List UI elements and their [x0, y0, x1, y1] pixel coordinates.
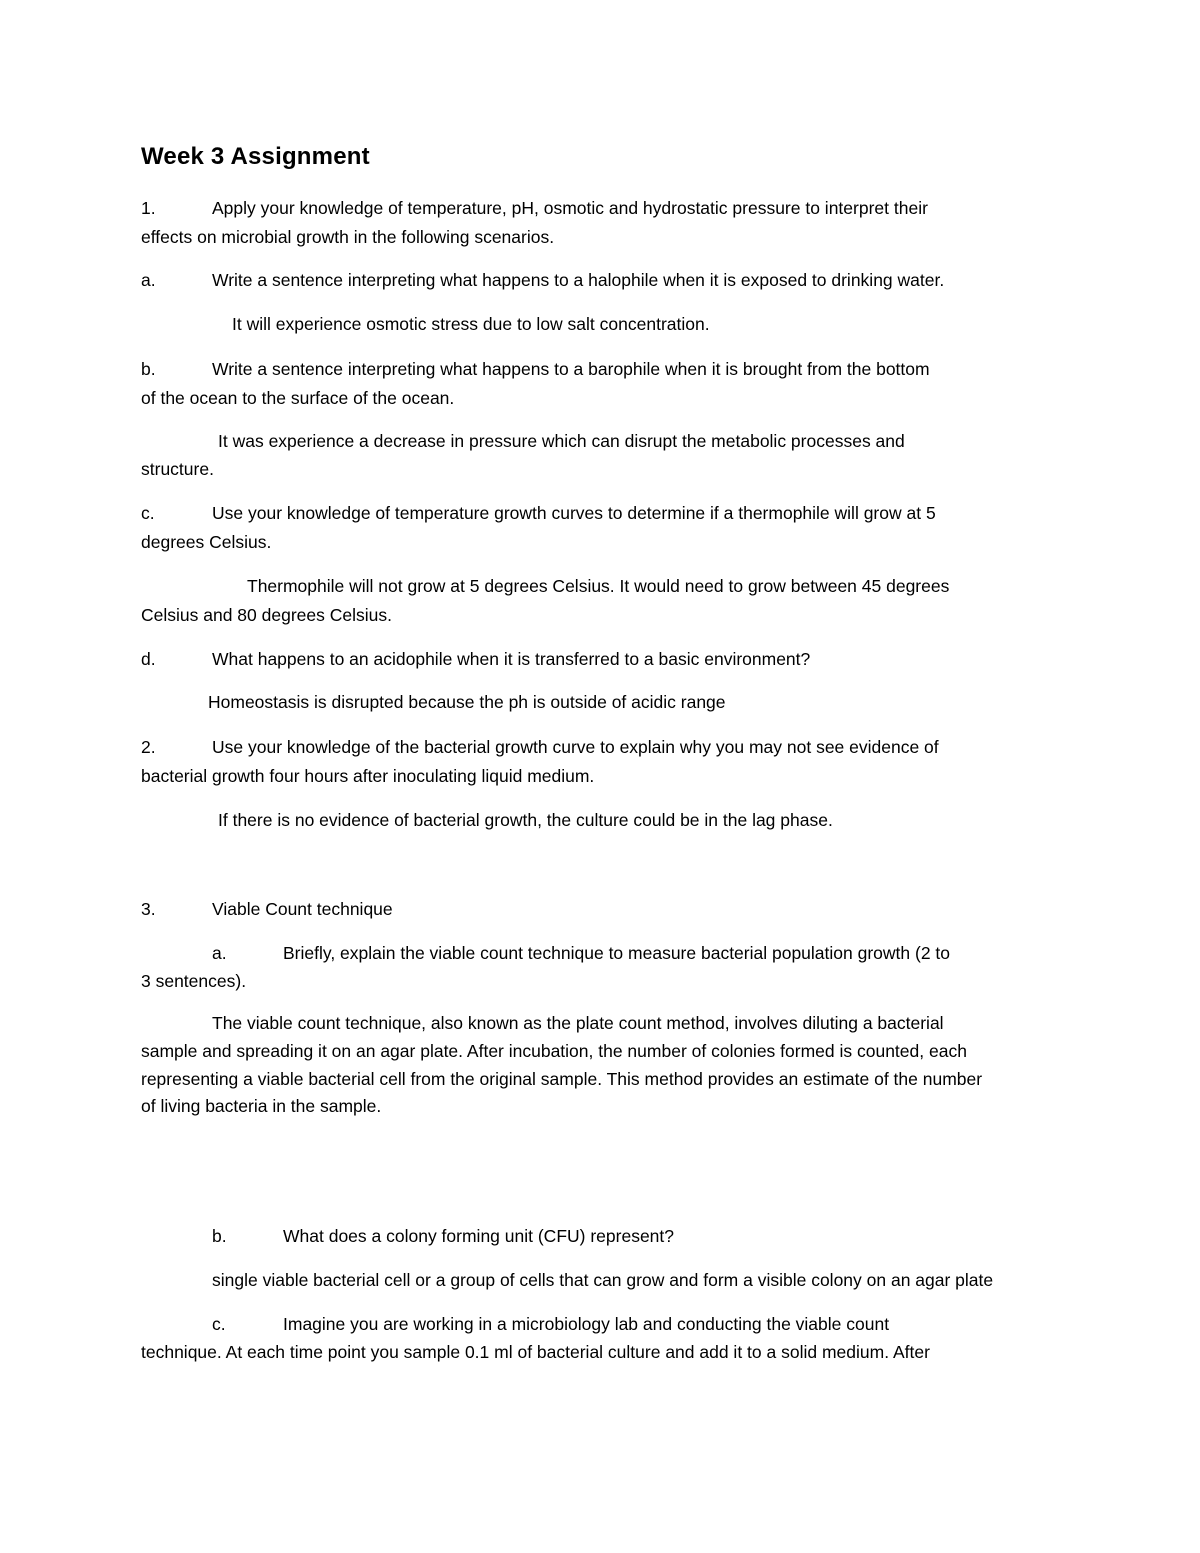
page-title: Week 3 Assignment [141, 143, 370, 170]
q1-text-line2: effects on microbial growth in the following scenarios. [141, 227, 555, 247]
q1c-number: c. [141, 503, 155, 523]
q1b-text-line2: of the ocean to the surface of the ocean. [141, 388, 455, 408]
q3b-answer: single viable bacterial cell or a group of cells that can grow and form a visible colony on an agar plate [212, 1270, 994, 1290]
q3a-answer-line4: of living bacteria in the sample. [141, 1096, 382, 1116]
q2-text-line1: Use your knowledge of the bacterial growth curve to explain why you may not see evidence of [212, 737, 939, 757]
q3b-number: b. [212, 1226, 227, 1246]
q2-number: 2. [141, 737, 156, 757]
q3b-text: What does a colony forming unit (CFU) represent? [283, 1226, 674, 1246]
q3a-number: a. [212, 943, 227, 963]
q1-text-line1: Apply your knowledge of temperature, pH, osmotic and hydrostatic pressure to interpret their [212, 198, 928, 218]
q1b-text-line1: Write a sentence interpreting what happens to a barophile when it is brought from the bottom [212, 359, 930, 379]
q1c-answer-line1: Thermophile will not grow at 5 degrees Celsius. It would need to grow between 45 degrees [247, 576, 950, 596]
q1d-number: d. [141, 649, 156, 669]
q1-number: 1. [141, 198, 156, 218]
q3a-text-line1: Briefly, explain the viable count technique to measure bacterial population growth (2 to [283, 943, 951, 963]
q1d-answer: Homeostasis is disrupted because the ph is outside of acidic range [208, 692, 726, 712]
q1c-text-line2: degrees Celsius. [141, 532, 272, 552]
q2-text-line2: bacterial growth four hours after inoculating liquid medium. [141, 766, 595, 786]
q3c-text-line1: Imagine you are working in a microbiology lab and conducting the viable count [283, 1314, 890, 1334]
q3a-answer-line1: The viable count technique, also known as the plate count method, involves diluting a bacterial [212, 1013, 944, 1033]
q1a-answer: It will experience osmotic stress due to low salt concentration. [232, 314, 710, 334]
q1b-answer-line2: structure. [141, 459, 214, 479]
q1b-answer-line1: It was experience a decrease in pressure which can disrupt the metabolic processes and [218, 431, 905, 451]
q3c-text-line2: technique. At each time point you sample 0.1 ml of bacterial culture and add it to a solid medium. After [141, 1342, 930, 1362]
q1c-text-line1: Use your knowledge of temperature growth curves to determine if a thermophile will grow at 5 [212, 503, 936, 523]
q3a-answer-line2: sample and spreading it on an agar plate. After incubation, the number of colonies formed is counted, each [141, 1041, 967, 1061]
q3-text: Viable Count technique [212, 899, 393, 919]
q3c-number: c. [212, 1314, 226, 1334]
q1c-answer-line2: Celsius and 80 degrees Celsius. [141, 605, 392, 625]
q1d-text: What happens to an acidophile when it is transferred to a basic environment? [212, 649, 811, 669]
q3a-answer-line3: representing a viable bacterial cell from the original sample. This method provides an estimate of the number [141, 1069, 983, 1089]
q1b-number: b. [141, 359, 156, 379]
q3-number: 3. [141, 899, 156, 919]
q3a-text-line2: 3 sentences). [141, 971, 247, 991]
q1a-number: a. [141, 270, 156, 290]
q2-answer: If there is no evidence of bacterial growth, the culture could be in the lag phase. [218, 810, 833, 830]
q1a-text: Write a sentence interpreting what happens to a halophile when it is exposed to drinking water. [212, 270, 945, 290]
